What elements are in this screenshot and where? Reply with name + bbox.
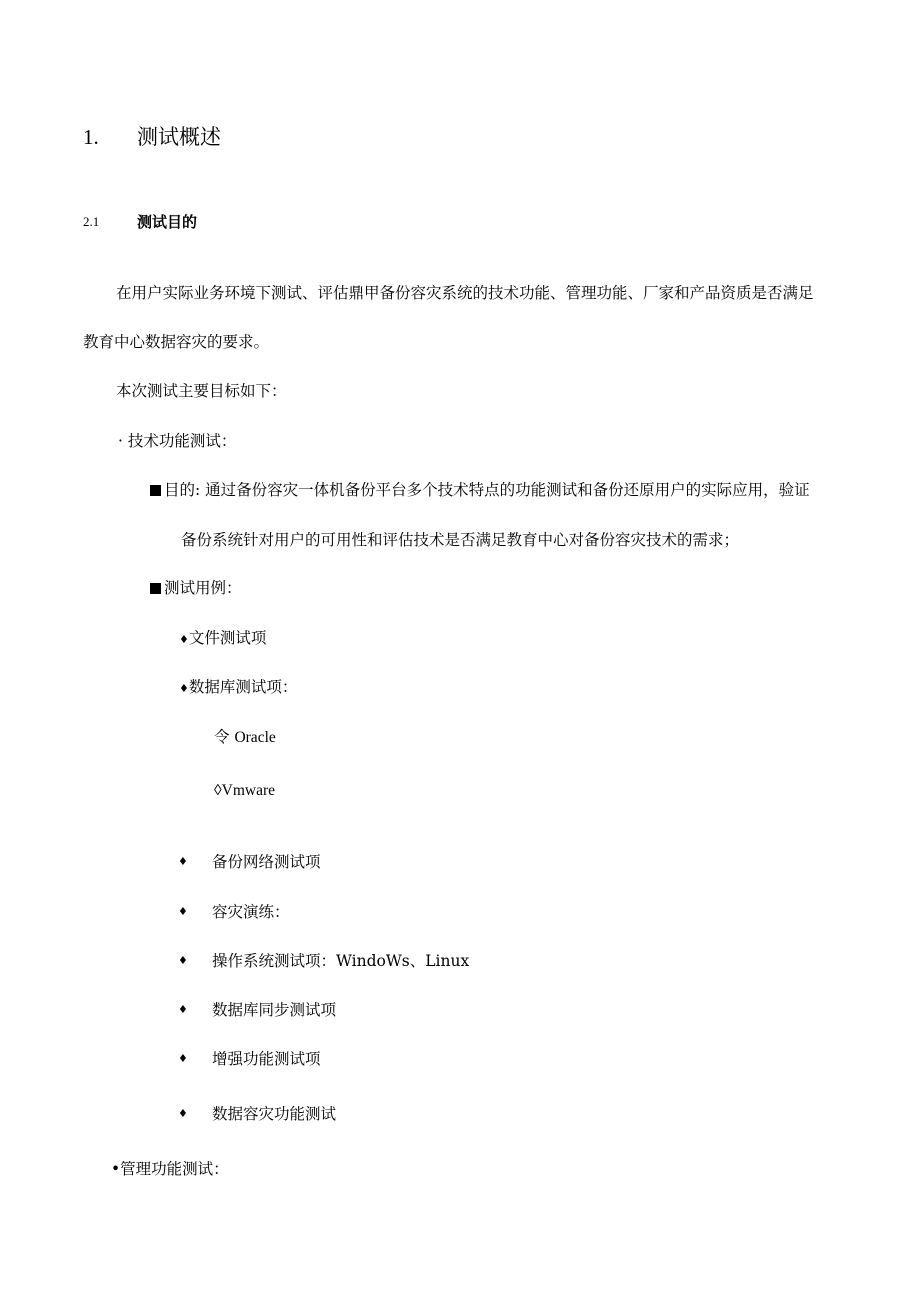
diamond-bullet-icon: ♦ [178,954,188,967]
test-item: 操作系统测试项：WindoWs、Linux [212,952,470,970]
db-sub-text: Vmware [221,782,276,799]
square-bullet-icon [150,485,161,496]
heading-1-number: 1. [83,125,99,149]
diamond-bullet-icon: ♦ [179,633,189,646]
tech-test-heading [118,431,236,451]
goals-intro: 本次测试主要目标如下： [116,382,287,400]
file-test-item [179,628,266,650]
db-sub-glyph: 令 [214,728,230,746]
heading-1-title: 测试概述 [137,125,221,149]
test-cases-label: 测试用例： [164,579,242,597]
mgmt-test-heading [111,1159,229,1179]
purpose-line-2: 备份系统针对用户的可用性和评估技术是否满足教育中心对备份容灾技术的需求； [181,531,740,549]
file-test-label: 文件测试项 [188,629,267,647]
purpose-line-1 [150,480,810,500]
intro-line-2: 教育中心数据容灾的要求。 [83,333,270,351]
diamond-bullet-icon: ♦ [178,905,188,918]
lozenge-bullet-icon: ◊ [214,782,222,799]
db-sub-text: Oracle [234,729,276,746]
diamond-bullet-icon: ♦ [178,1107,188,1120]
test-item: 容灾演练： [212,903,290,921]
dot-bullet-icon: · [118,432,123,450]
test-item: 数据容灾功能测试 [212,1105,337,1123]
intro-line-1: 在用户实际业务环境下测试、评估鼎甲备份容灾系统的技术功能、管理功能、厂家和产品资质是否满足 [116,284,814,302]
dot-bullet-icon: • [111,1160,121,1178]
square-bullet-icon [150,583,161,594]
diamond-bullet-icon: ♦ [178,855,188,868]
diamond-bullet-icon: ♦ [179,682,189,695]
diamond-bullet-icon: ♦ [178,1003,188,1016]
heading-2-number: 2.1 [83,214,100,229]
test-item: 数据库同步测试项 [212,1001,337,1019]
tech-test-label: 技术功能测试： [127,432,237,450]
purpose-text-1: 通过备份容灾一体机备份平台多个技术特点的功能测试和备份还原用户的实际应用，验证 [205,481,810,499]
test-cases-heading [150,578,242,598]
test-item: 备份网络测试项 [212,853,321,871]
db-test-label: 数据库测试项： [188,678,298,696]
mgmt-test-label: 管理功能测试： [120,1160,229,1178]
db-sub-item-vmware [214,780,275,801]
test-item: 增强功能测试项 [212,1050,321,1068]
heading-2-title: 测试目的 [137,213,198,231]
diamond-bullet-icon: ♦ [178,1052,188,1065]
db-sub-item-oracle [214,727,276,748]
db-test-item [179,677,297,699]
purpose-label: 目的: [164,481,201,499]
